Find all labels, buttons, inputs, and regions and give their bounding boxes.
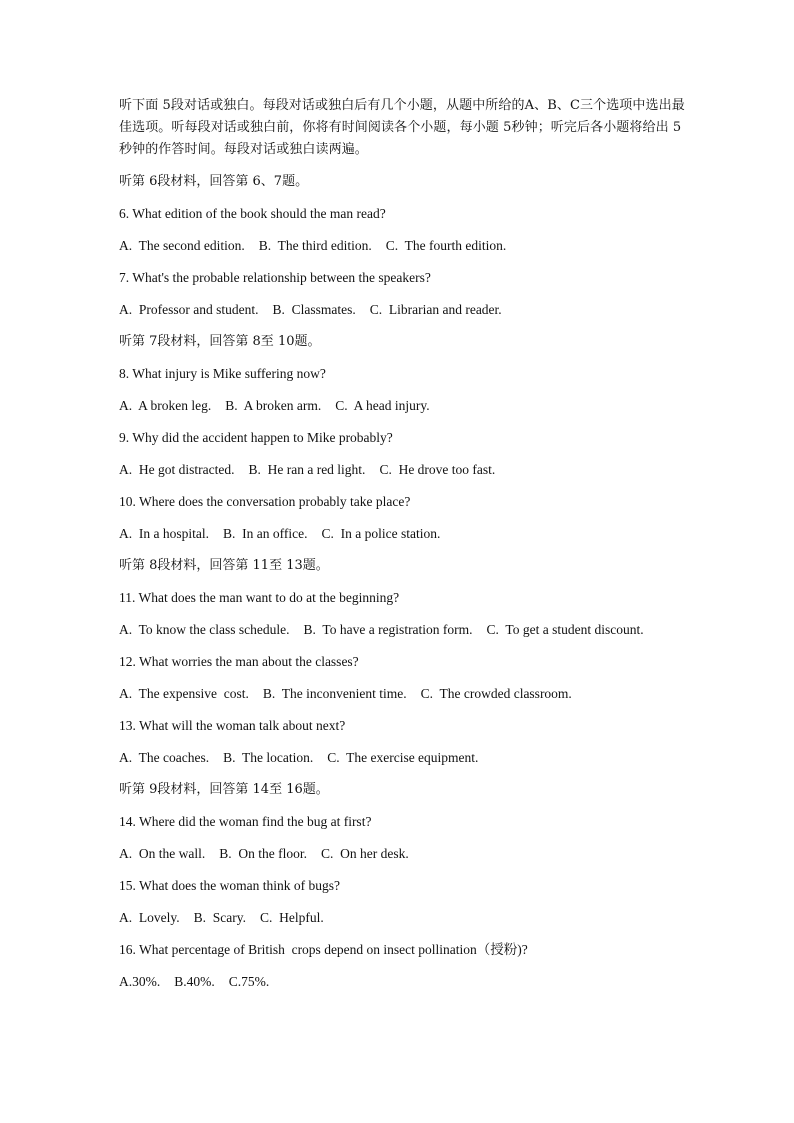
- question-11: 11. What does the man want to do at the beginning?: [119, 590, 400, 605]
- question-12: 12. What worries the man about the classes?: [119, 654, 359, 669]
- option-c: C. In a police station.: [321, 526, 441, 541]
- option-b: B. He ran a red light.: [248, 462, 366, 477]
- option-b: B. The third edition.: [258, 238, 372, 253]
- option-c: C. Helpful.: [260, 910, 324, 925]
- option-a: A. On the wall.: [119, 846, 206, 861]
- question-6: 6. What edition of the book should the man read?: [119, 206, 386, 221]
- options-13: [119, 747, 689, 769]
- section-heading: 听第 6段材料，回答第 6、7题。: [119, 174, 309, 189]
- options-12: [119, 683, 689, 705]
- option-c: C. He drove too fast.: [379, 462, 496, 477]
- options-11: [119, 619, 689, 641]
- option-c: C. A head injury.: [335, 398, 430, 413]
- options-7: [119, 299, 689, 321]
- option-c: C. On her desk.: [320, 846, 409, 861]
- question-7: 7. What's the probable relationship between the speakers?: [119, 270, 431, 285]
- option-b: B.40%.: [174, 974, 215, 989]
- options-8: [119, 395, 689, 417]
- option-a: A.30%.: [119, 974, 161, 989]
- option-a: A. To know the class schedule.: [119, 622, 290, 637]
- group-1: [119, 171, 689, 321]
- group-3: [119, 555, 689, 769]
- option-b: B. The location.: [223, 750, 314, 765]
- section-heading: 听第 8段材料，回答第 11至 13题。: [119, 558, 329, 573]
- options-10: [119, 523, 689, 545]
- option-b: B. On the floor.: [219, 846, 307, 861]
- options-6: [119, 235, 689, 257]
- section-heading: 听第 7段材料，回答第 8至 10题。: [119, 334, 321, 349]
- option-b: B. Scary.: [193, 910, 246, 925]
- options-16: [119, 971, 689, 993]
- option-b: B. In an office.: [223, 526, 308, 541]
- question-14: 14. Where did the woman find the bug at first?: [119, 814, 372, 829]
- option-a: A. In a hospital.: [119, 526, 209, 541]
- option-a: A. Lovely.: [119, 910, 180, 925]
- question-9: 9. Why did the accident happen to Mike probably?: [119, 430, 393, 445]
- option-c: C. The fourth edition.: [385, 238, 507, 253]
- exam-page: [119, 95, 689, 1003]
- option-a: A. A broken leg.: [119, 398, 212, 413]
- option-c: C. To get a student discount.: [486, 622, 644, 637]
- group-2: [119, 331, 689, 545]
- question-16: 16. What percentage of British crops depend on insect pollination（授粉)?: [119, 942, 528, 957]
- question-13: 13. What will the woman talk about next?: [119, 718, 346, 733]
- option-a: A. The coaches.: [119, 750, 210, 765]
- section-heading: 听第 9段材料，回答第 14至 16题。: [119, 782, 329, 797]
- listening-instructions: 听下面 5段对话或独白。每段对话或独白后有几个小题，从题中所给的A、B、C三个选项中选出最佳选项。听每段对话或独白前，你将有时间阅读各个小题，每小题 5秒钟；听完后各小题将给出 5秒钟的作答时间。每段对话或独白读两遍。: [119, 98, 685, 157]
- option-b: B. The inconvenient time.: [262, 686, 407, 701]
- option-a: A. He got distracted.: [119, 462, 235, 477]
- question-8: 8. What injury is Mike suffering now?: [119, 366, 326, 381]
- option-b: B. Classmates.: [272, 302, 356, 317]
- option-c: C. Librarian and reader.: [369, 302, 502, 317]
- option-a: A. Professor and student.: [119, 302, 259, 317]
- options-15: [119, 907, 689, 929]
- option-a: A. The expensive cost.: [119, 686, 249, 701]
- group-4: [119, 779, 689, 993]
- question-15: 15. What does the woman think of bugs?: [119, 878, 340, 893]
- option-b: B. A broken arm.: [225, 398, 322, 413]
- question-10: 10. Where does the conversation probably take place?: [119, 494, 411, 509]
- options-14: [119, 843, 689, 865]
- options-9: [119, 459, 689, 481]
- option-c: C.75%.: [228, 974, 270, 989]
- option-a: A. The second edition.: [119, 238, 245, 253]
- option-c: C. The crowded classroom.: [420, 686, 572, 701]
- option-b: B. To have a registration form.: [303, 622, 473, 637]
- option-c: C. The exercise equipment.: [327, 750, 479, 765]
